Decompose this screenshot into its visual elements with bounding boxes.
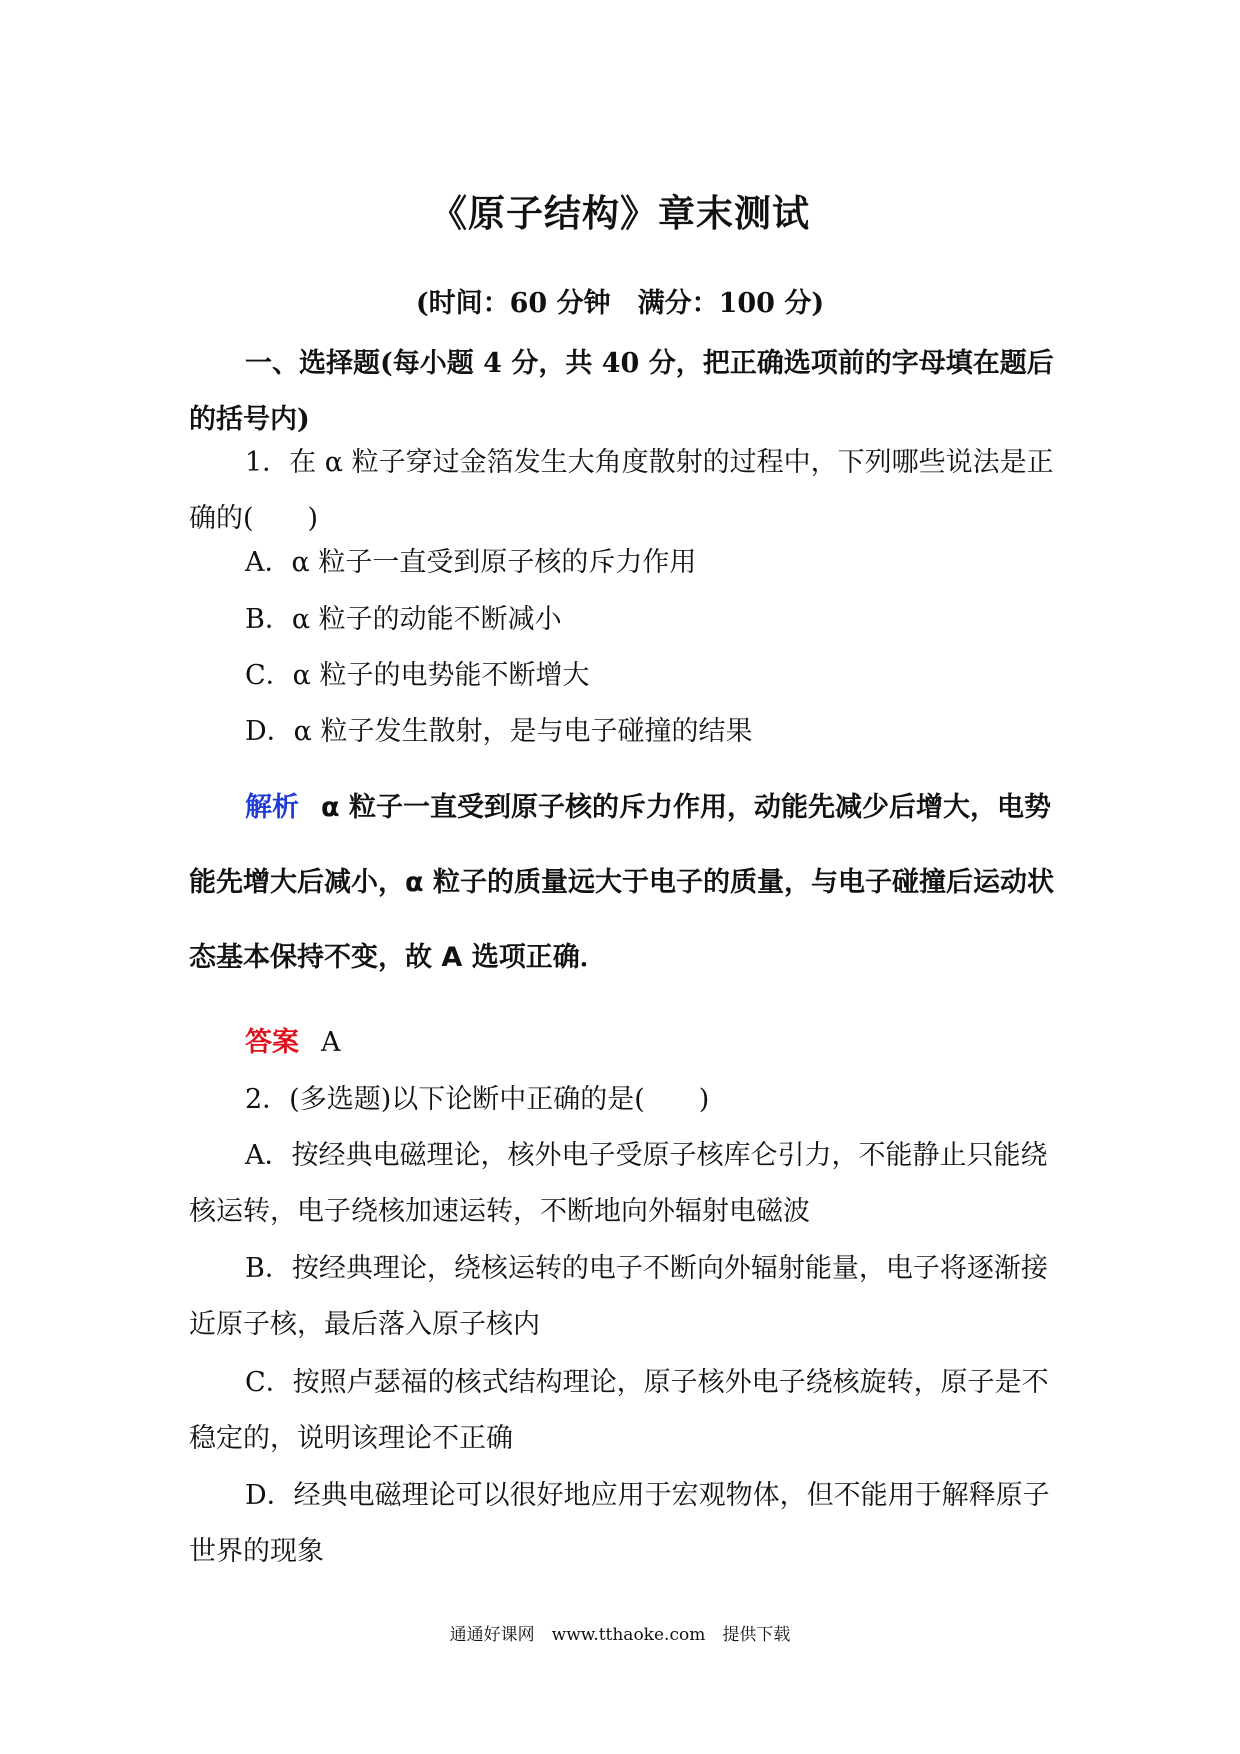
analysis-text: α 粒子一直受到原子核的斥力作用，动能先减少后增大，电势能先增大后减小，α 粒子的质量远大于电子的质量，与电子碰撞后运动状态基本保持不变，故 A 选项正确． (189, 792, 1054, 973)
question-1-option-c: C．α 粒子的电势能不断增大 (245, 660, 590, 691)
question-2-option-b: B．按经典理论，绕核运转的电子不断向外辐射能量，电子将逐渐接近原子核，最后落入原子核内 (189, 1253, 1048, 1340)
section-heading: 一、选择题(每小题 4 分，共 40 分，把正确选项前的字母填在题后的括号内) (189, 348, 1054, 435)
question-1-option-a: A．α 粒子一直受到原子核的斥力作用 (245, 547, 697, 578)
question-2-option-d: D．经典电磁理论可以很好地应用于宏观物体，但不能用于解释原子世界的现象 (189, 1480, 1050, 1567)
question-2-option-a: A．按经典电磁理论，核外电子受原子核库仑引力，不能静止只能绕核运转，电子绕核加速运转，不断地向外辐射电磁波 (189, 1140, 1048, 1227)
answer-value: A (321, 1027, 341, 1058)
question-1-answer (245, 1015, 341, 1071)
question-2-stem: 2．(多选题)以下论断中正确的是( ) (245, 1084, 710, 1115)
question-1-stem: 1．在 α 粒子穿过金箔发生大角度散射的过程中，下列哪些说法是正确的( ) (189, 447, 1054, 534)
answer-label: 答案 (245, 1027, 299, 1058)
exam-info: (时间：60 分钟 满分：100 分) (415, 288, 825, 319)
question-1-option-d: D．α 粒子发生散射，是与电子碰撞的结果 (245, 716, 753, 747)
question-1-analysis (189, 770, 1055, 995)
question-2-option-c: C．按照卢瑟福的核式结构理论，原子核外电子绕核旋转，原子是不稳定的，说明该理论不正确 (189, 1367, 1049, 1454)
question-1-option-b: B．α 粒子的动能不断减小 (245, 604, 562, 635)
page-title: 《原子结构》章末测试 (430, 192, 810, 235)
analysis-label: 解析 (245, 792, 299, 823)
footer-source: 通通好课网 www.tthaoke.com 提供下载 (449, 1625, 791, 1645)
